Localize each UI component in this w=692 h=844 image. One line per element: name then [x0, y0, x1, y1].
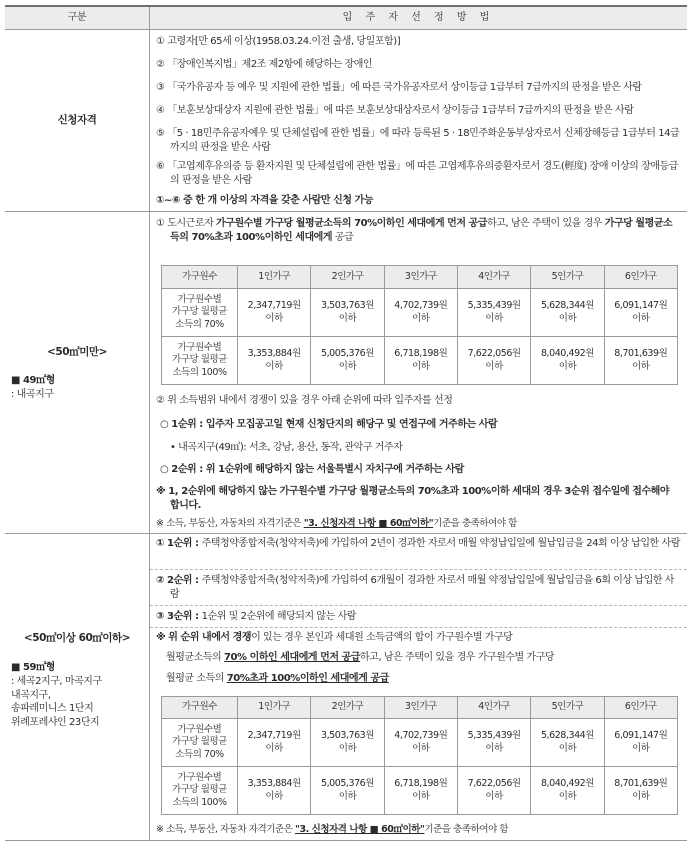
s3-r3-a: ③ 3순위 :: [156, 611, 202, 622]
section2-rank2: ○ 2순위 : 위 1순위에 해당하지 않는 서울특별시 자치구에 거주하는 사람: [160, 464, 464, 475]
section3-label-cell: [5, 534, 150, 841]
t1-cell: 8,040,492원 이하: [531, 337, 604, 385]
eligibility-item-2: ② 「장애인복지법」제2조 제2항에 해당하는 장애인: [156, 59, 373, 70]
s3-c2-a: 월평균소득의: [166, 652, 224, 663]
section2-type-label: ■ 49㎡형: [11, 375, 55, 386]
s2-p1-c: 하고, 남은 주택이 있을 경우: [487, 218, 605, 229]
section3-label: <50㎡이상 60㎡이하>: [23, 632, 131, 644]
t2-cell: 6,091,147원 이하: [604, 719, 677, 767]
t2-row-70: [162, 719, 678, 767]
t1-cell: 5,628,344원 이하: [531, 289, 604, 337]
section2-note: [156, 518, 681, 531]
t1-row-100-label: 가구원수별 가구당 월평균 소득의 100%: [162, 337, 238, 385]
section3-rank1: [156, 537, 681, 551]
eligibility-item-5: ⑤ 「5 · 18민주유공자예우 및 단체설립에 관한 법률」에 따라 등록된 5 · 18민주화운동부상자로서 신체장해등급 1급부터 14급까지의 판정을 받은 사람: [156, 128, 680, 153]
s3-r2-a: ② 2순위 :: [156, 575, 202, 586]
t2-cell: 8,701,639원 이하: [604, 767, 677, 815]
s2-note-c: 기준을 충족하여야 함: [433, 518, 517, 529]
s3-note-ref: "3. 신청자격 나항 ■ 60㎡이하": [294, 824, 425, 835]
s2-note-ref: "3. 신청자격 나항 ■ 60㎡이하": [303, 518, 434, 529]
section2-label: <50㎡미만>: [47, 346, 107, 358]
section3-rank3: [156, 610, 681, 624]
t1-header-5p: 5인가구: [531, 266, 604, 289]
t1-header-1p: 1인가구: [238, 266, 311, 289]
section2-label-cell: [5, 212, 150, 534]
t1-cell: 5,005,376원 이하: [311, 337, 384, 385]
t1-cell: 6,091,147원 이하: [604, 289, 677, 337]
section3-cond1: [156, 631, 681, 645]
t2-cell: 7,622,056원 이하: [457, 767, 530, 815]
t1-header-6p: 6인가구: [604, 266, 677, 289]
t1-row-70-label: 가구원수별 가구당 월평균 소득의 70%: [162, 289, 238, 337]
section2-rank1-sub: • 내곡지구(49㎡): 서초, 강남, 용산, 동작, 관악구 거주자: [170, 442, 403, 453]
income-table-1: [161, 265, 678, 385]
t1-cell: 8,701,639원 이하: [604, 337, 677, 385]
s3-r1-a: ① 1순위 :: [156, 538, 202, 549]
header-category-text: 구분: [67, 12, 87, 24]
s3-note-c: 기준을 충족하여야 함: [424, 824, 509, 835]
s3-r3-b: 1순위 및 2순위에 해당되지 않는 사람: [201, 611, 357, 622]
section3-type-label: ■ 59㎡형: [11, 662, 55, 673]
t2-cell: 2,347,719원 이하: [238, 719, 311, 767]
section1-content-cell: [150, 30, 687, 212]
t1-cell: 6,718,198원 이하: [384, 337, 457, 385]
t1-cell: 5,335,439원 이하: [457, 289, 530, 337]
section2-warning: ※ 1, 2순위에 해당하지 않는 가구원수별 가구당 월평균소득의 70%초과 100%이하 세대의 경우 3순위 접수일에 접수해야 합니다.: [156, 486, 670, 511]
s3-note-a: ※ 소득, 부동산, 자동차 자격기준은: [156, 824, 295, 835]
header-method: [150, 7, 687, 30]
eligibility-item-4: ④ 「보훈보상대상자 지원에 관한 법률」에 따른 보훈보상대상자로서 상이등급 1급부터 7급까지의 판정을 받은 사람: [156, 105, 634, 116]
section3-content-cell: [150, 534, 687, 841]
t2-row-100-label: 가구원수별 가구당 월평균 소득의 100%: [162, 767, 238, 815]
t2-cell: 4,702,739원 이하: [384, 719, 457, 767]
t1-header-2p: 2인가구: [311, 266, 384, 289]
s2-p1-b: 가구원수별 가구당 월평균소득의 70%이하인 세대에게 먼저 공급: [216, 218, 488, 229]
section2-type-sub: : 내곡지구: [11, 389, 54, 400]
t2-header-1p: 1인가구: [238, 697, 311, 719]
s3-c3-a: 월평균 소득의: [166, 673, 227, 684]
s3-r2-b: 주택청약종합저축(청약저축)에 가입하여 6개월이 경과한 자로서 매월 약정납입일에 월납입금을 6회 이상 납입한 사람: [170, 575, 674, 600]
t2-header-household: 가구원수: [162, 697, 238, 719]
t1-cell: 4,702,739원 이하: [384, 289, 457, 337]
section3-rank2: [156, 574, 681, 601]
t2-header-4p: 4인가구: [457, 697, 530, 719]
t2-cell: 3,353,884원 이하: [238, 767, 311, 815]
income-table-2: [161, 696, 678, 815]
header-method-text: 입 주 자 선 정 방 법: [342, 12, 495, 24]
s3-r1-b: 주택청약종합저축(청약저축)에 가입하여 2년이 경과한 자로서 매월 약정납입일에 월납입금을 24회 이상 납입한 사람: [201, 538, 680, 549]
t2-cell: 8,040,492원 이하: [531, 767, 604, 815]
t1-cell: 7,622,056원 이하: [457, 337, 530, 385]
header-category: [5, 7, 150, 30]
eligibility-item-3: ③ 「국가유공자 등 예우 및 지원에 관한 법률」에 따른 국가유공자로서 상이등급 1급부터 7급까지의 판정을 받은 사람: [156, 82, 642, 93]
section3-note: [156, 824, 681, 837]
t1-cell: 3,503,763원 이하: [311, 289, 384, 337]
s3-c1-b: 이 있는 경우 본인과 세대원 소득금액의 합이 가구원수별 가구당: [251, 632, 513, 643]
t2-cell: 6,718,198원 이하: [384, 767, 457, 815]
t2-header-6p: 6인가구: [604, 697, 677, 719]
s3-c2-c: 하고, 남은 주택이 있을 경우 가구원수별 가구당: [360, 652, 555, 663]
eligibility-item-6: ⑥ 「고엽제후유의증 등 환자지원 및 단체설립에 관한 법률」에 따른 고엽제후유의증환자로서 경도(輕度) 장애 이상의 장애등급의 판정을 받은 사람: [156, 161, 678, 186]
section2-rank1: ○ 1순위 : 입주자 모집공고일 현재 신청단지의 해당구 및 연접구에 거주하는 사람: [160, 419, 498, 430]
s2-p1-a: ① 도시근로자: [156, 218, 217, 229]
s2-p1-e: 공급: [332, 231, 354, 243]
s3-c3-b: 70%초과 100%이하인 세대에게 공급: [226, 673, 389, 684]
t1-header-3p: 3인가구: [384, 266, 457, 289]
t1-header-4p: 4인가구: [457, 266, 530, 289]
t2-cell: 3,503,763원 이하: [311, 719, 384, 767]
s3-c1-a: ※ 위 순위 내에서 경쟁: [156, 632, 252, 643]
section2-content-cell: [150, 212, 687, 534]
t2-row-100: [162, 767, 678, 815]
t1-cell: 3,353,884원 이하: [238, 337, 311, 385]
t2-cell: 5,335,439원 이하: [457, 719, 530, 767]
section3-divider: [150, 627, 687, 628]
t1-row-100: [162, 337, 678, 385]
section3-divider: [150, 569, 687, 570]
eligibility-item-1: ① 고령자[만 65세 이상(1958.03.24.이전 출생, 당일포함)]: [156, 36, 401, 47]
eligibility-note: ①~⑥ 중 한 개 이상의 자격을 갖춘 사람만 신청 가능: [156, 195, 374, 206]
t2-cell: 5,005,376원 이하: [311, 767, 384, 815]
section1-label-cell: [5, 30, 150, 212]
s2-note-a: ※ 소득, 부동산, 자동차의 자격기준은: [156, 518, 304, 529]
t2-header-3p: 3인가구: [384, 697, 457, 719]
selection-method-table: [5, 5, 687, 839]
t2-header-2p: 2인가구: [311, 697, 384, 719]
t2-row-70-label: 가구원수별 가구당 월평균 소득의 70%: [162, 719, 238, 767]
t1-row-70: [162, 289, 678, 337]
section3-cond2: [166, 651, 681, 665]
section2-para2: ② 위 소득범위 내에서 경쟁이 있을 경우 아래 순위에 따라 입주자를 선정: [156, 395, 453, 406]
section3-divider: [150, 605, 687, 606]
t1-header-household: 가구원수: [162, 266, 238, 289]
s2-p1-d: 가구당 월평균소득의 70%초과 100%이하인 세대에게: [170, 218, 673, 243]
section1-label: 신청자격: [57, 114, 97, 126]
t2-cell: 5,628,344원 이하: [531, 719, 604, 767]
t1-cell: 2,347,719원 이하: [238, 289, 311, 337]
section3-cond3: [166, 672, 681, 686]
section2-para1: [156, 217, 681, 244]
section3-type-sub: : 세곡2지구, 마곡지구 내곡지구, 송파레미니스 1단지 위례포레샤인 23단지: [11, 676, 102, 728]
t2-header-5p: 5인가구: [531, 697, 604, 719]
s3-c2-b: 70% 이하인 세대에게 먼저 공급: [224, 652, 361, 663]
